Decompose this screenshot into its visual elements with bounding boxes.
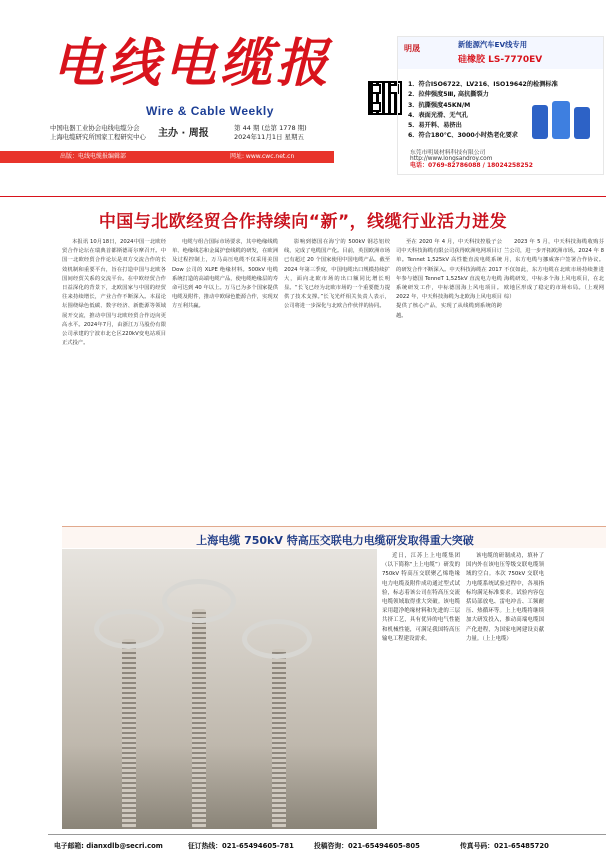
publisher-bar-text: 出版：电线电缆报编辑部: [60, 153, 127, 160]
footer-divider: [48, 834, 606, 835]
article-column-4: 至在 2020 年 4 月，中天科技控股子公司中天科技海缆有限公司获得欧洲电网项目订单。Tennet 1,525kV 高性能直流电缆系统的研发合作不断深入。中天科技海缆在 2017 年参与德国 TenneT 1,525kV 直流电力电缆系统研发工作，中标德国海上风电项目。2022 年，中天科技海缆为北欧海上风电项目提供了核心产品，实现了从线缆到系统的跨越。: [396, 239, 502, 319]
ad-logo: 明晟: [404, 44, 420, 53]
article-divider: [0, 196, 606, 202]
article-column-3: 影响到德国在海宁的 500kV 钢芯铝绞线，完成了电缆国产化。目前，英国欧洲市场已有超过 20 个国家使用中国电缆产品。截至 2024 年第三季度，中国电缆出口规模持续扩大，面向北欧市场的出口额同比增长明显。“长飞已经为北欧市场的一个重要能力提供了技术支撑。”长飞光纤相关负责人表示，公司将进一步深化与北欧合作伙伴的协同。: [284, 239, 390, 310]
ad-product-name: 硅橡胶 LS-7770EV: [458, 55, 543, 65]
ad-product-image: [528, 99, 594, 143]
ad-feature: 1．符合ISO6722、LV216、ISO19642的检测标准: [408, 81, 558, 88]
ad-feature: 2．拉伸强度5Ⅲ, 高抗撕裂力: [408, 91, 489, 99]
article-column-2: 电缆与组合国际市场要求，其中绝缘线缆单、绝缘线芯和金属护套线缆的研发，在欧洲及过程控制上，万马高压电缆不仅采用美国 Dow 公司的 XLPE 绝缘材料。500kV 电缆系统打造的高端电缆产品，使电缆绝缘层的寿命可达到 40 年以上。万马已为多个国家提供电缆及附件，推动中欧绿色能源合作，实现双方互利共赢。: [172, 239, 278, 310]
newspaper-title-en: Wire & Cable Weekly: [146, 104, 274, 118]
footer-fax: 传真号码：021-65485720: [460, 842, 549, 850]
advertisement[interactable]: [397, 36, 604, 175]
main-headline: 中国与北欧经贸合作持续向“新”，线缆行业活力迸发: [98, 212, 508, 232]
test-hall-photo: [62, 549, 377, 829]
footer-subscribe: 征订热线：021-65494605-781: [188, 842, 294, 850]
issue-date: 2024年11月1日 星期五: [234, 132, 305, 141]
footer-submit: 投稿咨询：021-65494605-805: [314, 842, 420, 850]
newspaper-title: 电线电缆报: [52, 33, 333, 94]
publisher-line-1: 中国电器工业协会电线电缆分会: [50, 124, 140, 132]
publisher-line-2: 上海电缆研究所国家工程研究中心: [50, 132, 146, 141]
ad-feature: 4．表面光滑、无气孔: [408, 111, 468, 119]
ad-website[interactable]: http://www.longsandroy.com: [410, 156, 493, 162]
issue-number: 第 44 期 (总第 1778 期): [234, 124, 307, 132]
sub-article-column-1: 近日，江苏上上电缆集团（以下简称“上上电缆”）研发的 750kV 特高压交联聚乙烯绝缘电力电缆及附件成功通过型式试验，标志着该公司在特高压交流电缆领域取得重大突破。该电缆采用超净绝缘材料和先进的三层共挤工艺，具有优异的电气性能和机械性能，可满足我国特高压输电工程建设需求。: [382, 553, 460, 642]
ad-company: 东莞市明晟材料科技有限公司 http://www.longsandroy.com: [410, 150, 493, 162]
article-column-1: 本报讯 10月18日，2024中国一北欧经贸合作论坛在瑞典首都斯德哥尔摩召开。中国一北欧经贸合作论坛是双方交流合作的长效机制和重要平台，旨在打造中国与北欧各国间经贸关系的交流平台。在中欧经贸合作日益深化的背景下，北欧国家与中国的经贸往来持续增长，产业合作不断深入。本届论坛围绕绿色低碳、数字经济、新能源等领域展开交流，推动中国与北欧经贸合作迈向更高水平。2024年7月，由浙江万马股份有限公司承建的宁波市北仑区220kV变电站项目正式投产。: [62, 239, 166, 347]
footer-email: 电子邮箱: dianxdlb@secri.com: [54, 842, 163, 850]
ad-feature: 6．符合180℃、3000小时热老化要求: [408, 132, 518, 140]
sub-article-title: 上海电缆 750kV 特高压交联电力电缆研发取得重大突破: [196, 534, 474, 547]
sub-article-header: [62, 526, 606, 548]
sub-article-column-2: 该电缆的研制成功，填补了国内外在该电压等级交联电缆领域的空白。本次 750kV 交联电力电缆系统试验过程中，各项指标均满足标准要求。试验内容包括局部放电、雷电冲击、工频耐压、热循环等。上上电缆将继续加大研发投入，推动高端电缆国产化进程，为国家电网建设贡献力量。（上上电缆）: [466, 553, 544, 642]
ad-tagline: 新能源汽车EV线专用: [458, 40, 528, 49]
article-column-5: 2023 年 5 月，中天科技海缆收购芬兰公司，进一步开拓欧洲市场。2024 年 8 月，东方电缆与挪威客户签署合作协议。不仅如此，东方电缆在北欧市场持续推进海缆研发，中标多个海上风电项目，在北欧地区形成了稳定的市场布局。（上观网 综）: [504, 239, 604, 301]
ad-feature: 3．抗撕强度45KN/M: [408, 101, 471, 109]
publisher-info: [50, 124, 162, 141]
ad-phone: 电话：0769-82786088 / 18024258252: [410, 162, 533, 169]
publication-badges: 主办 · 周报: [158, 128, 209, 139]
website-bar-text: 网址: www.cwc.net.cn: [230, 153, 295, 160]
issue-info: [234, 124, 307, 141]
ad-feature: 5．易开料、易挤出: [408, 122, 462, 130]
